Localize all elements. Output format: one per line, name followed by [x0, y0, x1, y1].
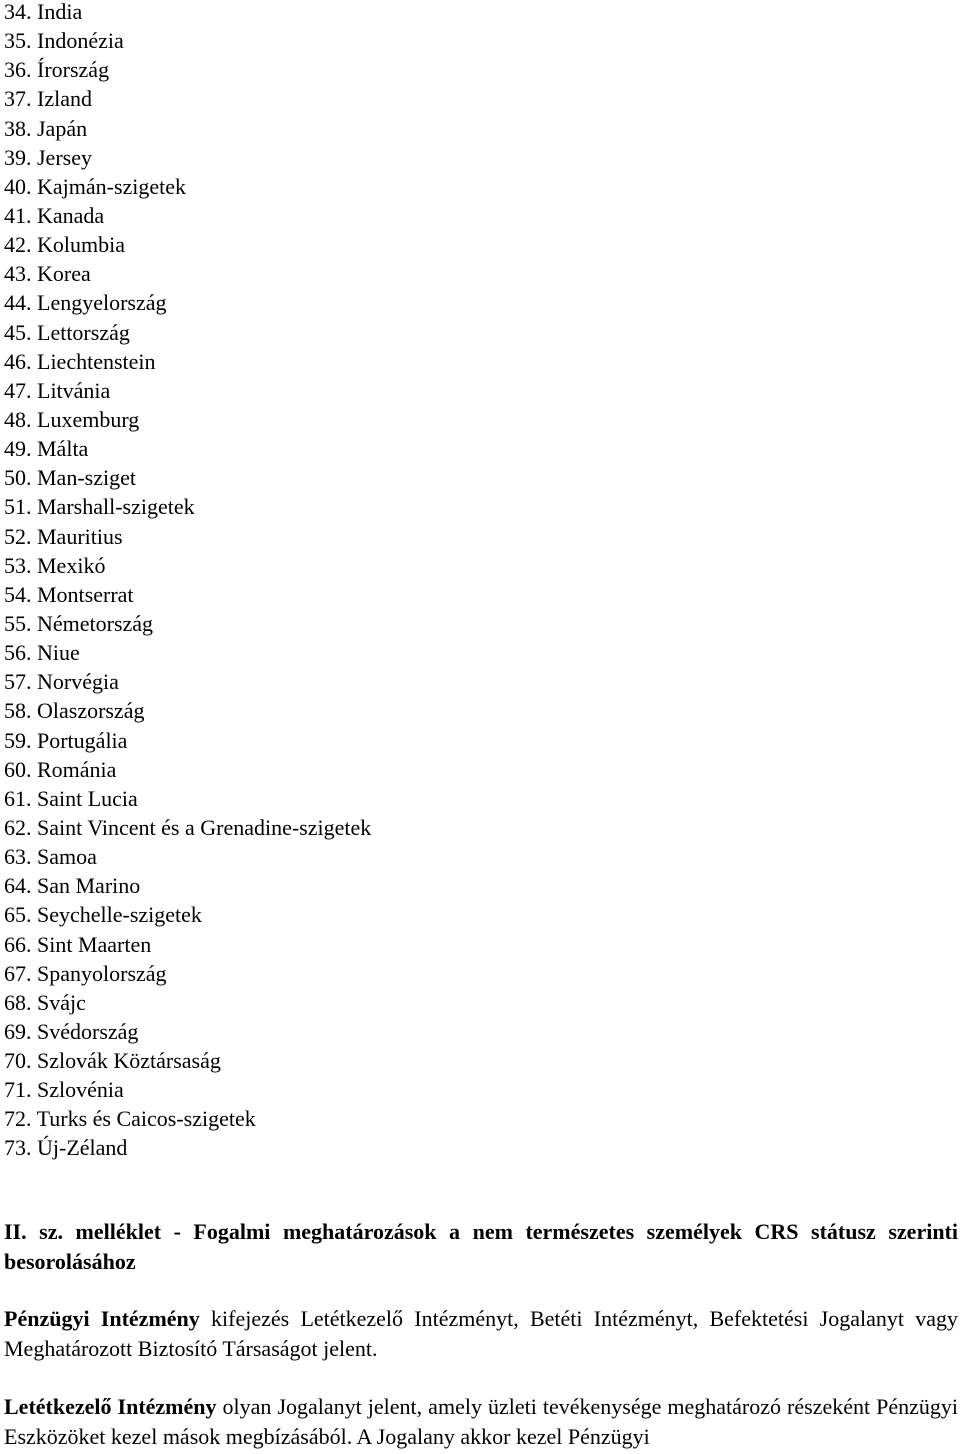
annex-title: II. sz. melléklet - Fogalmi meghatározások a nem természetes személyek CRS státusz szerinti besorolásához	[4, 1219, 958, 1274]
country-list	[4, 0, 371, 1163]
country-item: 72. Turks és Caicos-szigetek	[4, 1106, 256, 1132]
country-item: 45. Lettország	[4, 319, 130, 345]
country-item: 50. Man-sziget	[4, 465, 136, 491]
country-item: 41. Kanada	[4, 202, 105, 228]
country-item: 70. Szlovák Köztársaság	[4, 1048, 221, 1074]
definition-paragraph	[4, 1392, 958, 1451]
country-item: 56. Niue	[4, 640, 80, 666]
country-item: 36. Írország	[4, 57, 110, 83]
country-item: 61. Saint Lucia	[4, 785, 138, 811]
country-item: 66. Sint Maarten	[4, 931, 152, 957]
definition-paragraph	[4, 1304, 958, 1363]
country-item: 65. Seychelle-szigetek	[4, 902, 202, 928]
country-item: 42. Kolumbia	[4, 232, 125, 258]
country-item: 40. Kajmán-szigetek	[4, 173, 187, 199]
country-item: 59. Portugália	[4, 727, 128, 753]
definition-text: kifejezés Letétkezelő Intézményt, Betéti Intézményt, Befektetési Jogalanyt vagy Meghatározott Biztosító Társaságot jelent.	[4, 1306, 959, 1361]
defined-term: Pénzügyi Intézmény	[4, 1306, 200, 1331]
country-item: 49. Málta	[4, 436, 89, 462]
country-item: 39. Jersey	[4, 144, 92, 170]
country-item: 46. Liechtenstein	[4, 348, 156, 374]
defined-term: Letétkezelő Intézmény	[4, 1394, 217, 1419]
country-item: 37. Izland	[4, 86, 92, 112]
country-item: 68. Svájc	[4, 989, 86, 1015]
country-item: 43. Korea	[4, 261, 91, 287]
country-item: 38. Japán	[4, 115, 88, 141]
country-item: 73. Új-Zéland	[4, 1135, 128, 1161]
country-item: 55. Németország	[4, 610, 154, 636]
country-item: 57. Norvégia	[4, 669, 119, 695]
country-item: 51. Marshall-szigetek	[4, 494, 195, 520]
country-item: 69. Svédország	[4, 1018, 139, 1044]
country-item: 52. Mauritius	[4, 523, 123, 549]
country-item: 53. Mexikó	[4, 552, 106, 578]
country-item: 54. Montserrat	[4, 581, 134, 607]
country-item: 62. Saint Vincent és a Grenadine-szigetek	[4, 814, 372, 840]
country-item: 35. Indonézia	[4, 28, 124, 54]
country-item: 63. Samoa	[4, 844, 97, 870]
country-item: 60. Románia	[4, 756, 117, 782]
definition-text: olyan Jogalanyt jelent, amely üzleti tevékenysége meghatározó részeként Pénzügyi Eszközöket kezel mások megbízásából. A Jogalany akkor kezel Pénzügyi	[4, 1394, 958, 1449]
country-item: 34. India	[4, 0, 83, 24]
country-item: 47. Litvánia	[4, 377, 111, 403]
country-item: 64. San Marino	[4, 873, 141, 899]
country-item: 71. Szlovénia	[4, 1077, 124, 1103]
country-item: 48. Luxemburg	[4, 406, 140, 432]
country-item: 67. Spanyolország	[4, 960, 167, 986]
country-item: 58. Olaszország	[4, 698, 145, 724]
country-item: 44. Lengyelország	[4, 290, 167, 316]
